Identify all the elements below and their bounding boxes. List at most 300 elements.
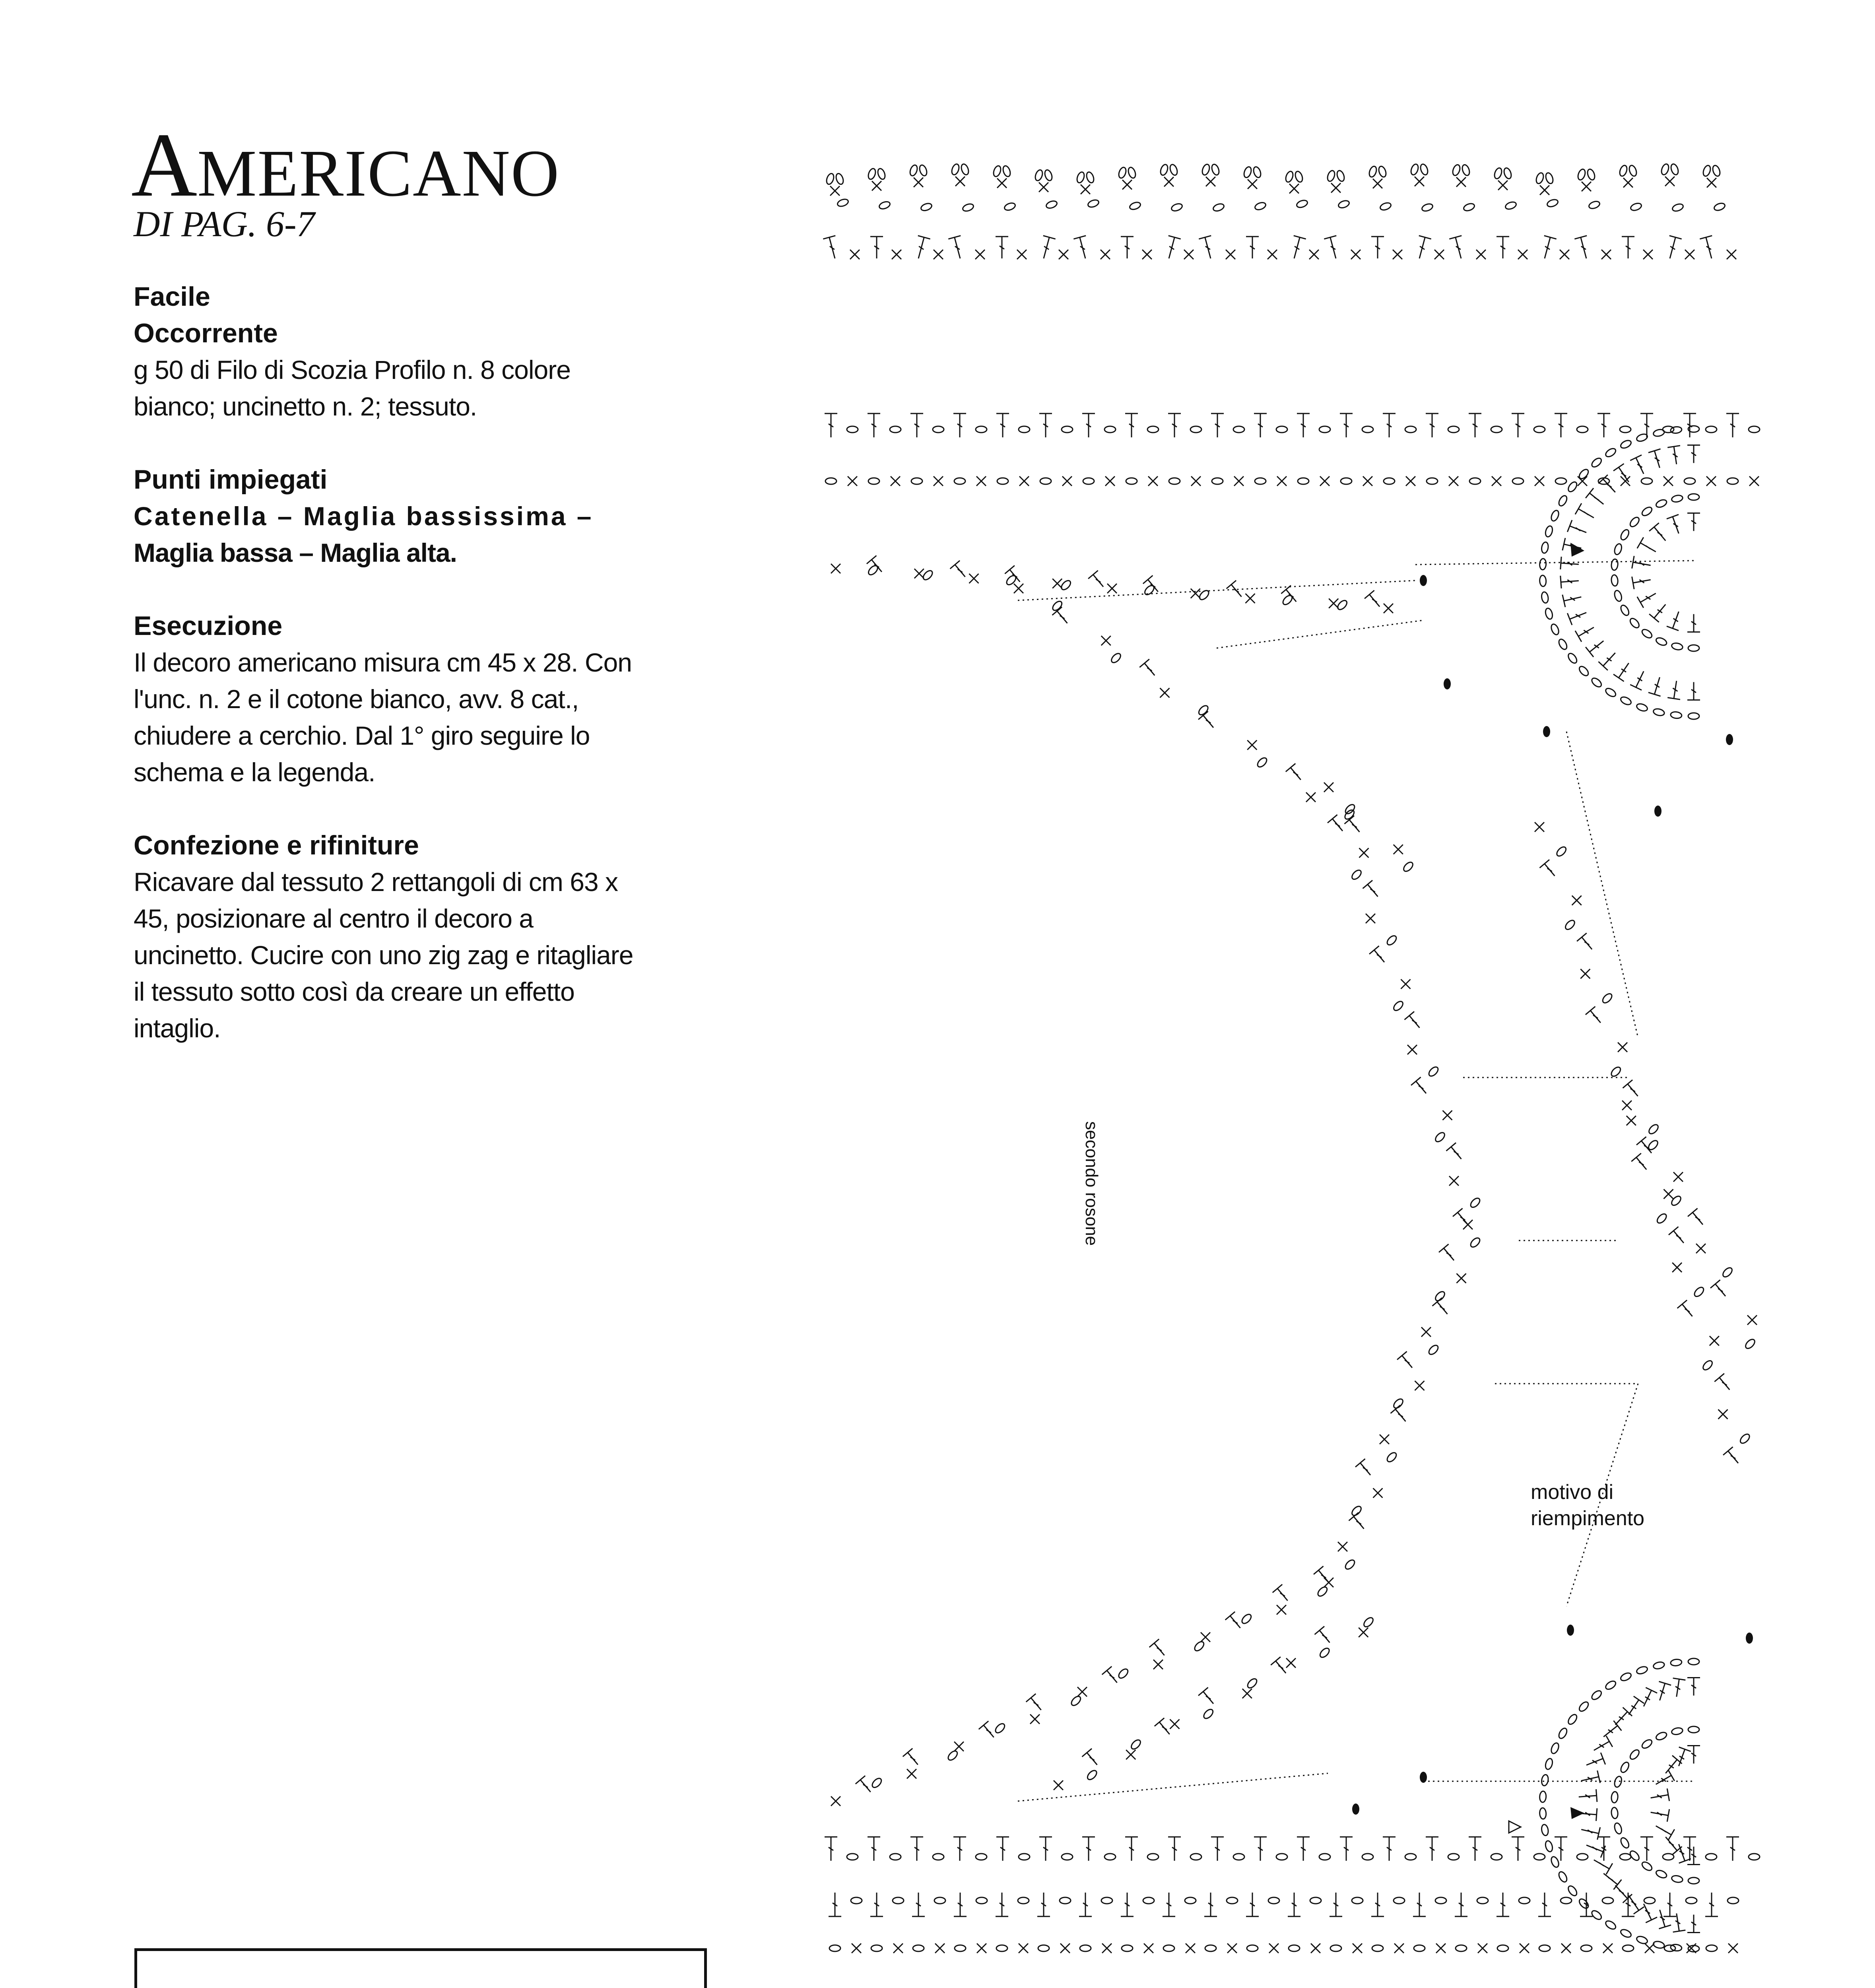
double-crochet-stitch bbox=[1567, 520, 1586, 532]
chain-stitch bbox=[1539, 559, 1547, 570]
chain-stitch bbox=[1636, 1935, 1648, 1945]
chain-stitch bbox=[1243, 166, 1253, 179]
chain-stitch bbox=[1427, 1065, 1440, 1077]
chain-stitch bbox=[1379, 202, 1392, 212]
chain-stitch bbox=[1233, 426, 1244, 433]
double-crochet-stitch bbox=[1597, 414, 1610, 437]
single-crochet-stitch bbox=[1718, 1409, 1728, 1419]
double-crochet-stitch bbox=[1687, 513, 1700, 531]
chain-stitch bbox=[825, 478, 837, 484]
double-crochet-stitch bbox=[1539, 860, 1555, 876]
chain-stitch bbox=[1076, 171, 1086, 184]
double-crochet-stitch bbox=[1586, 1845, 1605, 1858]
joining-line bbox=[1018, 580, 1415, 600]
single-crochet-stitch bbox=[1105, 476, 1115, 486]
single-crochet-stitch bbox=[1415, 1381, 1425, 1390]
chain-stitch bbox=[1434, 1131, 1446, 1143]
chain-stitch bbox=[1211, 163, 1221, 176]
chain-stitch bbox=[933, 1854, 944, 1860]
single-crochet-stitch bbox=[1540, 185, 1549, 195]
chain-stitch bbox=[1060, 1897, 1071, 1904]
double-crochet-stitch bbox=[1082, 1837, 1095, 1861]
single-crochet-stitch bbox=[1582, 182, 1591, 191]
double-crochet-stitch bbox=[910, 1837, 923, 1861]
single-crochet-stitch bbox=[1672, 1263, 1682, 1272]
single-crochet-stitch bbox=[1407, 1045, 1417, 1054]
chain-stitch bbox=[1541, 592, 1549, 604]
single-crochet-stitch bbox=[1359, 848, 1369, 858]
single-crochet-stitch bbox=[1062, 476, 1072, 486]
double-crochet-stitch bbox=[1469, 414, 1481, 437]
double-crochet-stitch bbox=[1082, 1749, 1097, 1765]
chain-stitch bbox=[1448, 426, 1459, 433]
chain-stitch bbox=[1122, 1945, 1133, 1951]
single-crochet-stitch bbox=[1373, 1488, 1383, 1498]
chain-stitch bbox=[1620, 1854, 1631, 1860]
chain-stitch bbox=[1557, 494, 1568, 507]
chain-stitch bbox=[871, 1777, 883, 1789]
double-crochet-stitch bbox=[950, 561, 965, 577]
single-crochet-stitch bbox=[1535, 476, 1544, 486]
label-filler-motif: motivo di riempimento bbox=[1531, 1481, 1645, 1530]
single-crochet-stitch bbox=[1101, 250, 1110, 259]
double-crochet-stitch bbox=[1656, 1770, 1675, 1784]
chain-stitch bbox=[1254, 201, 1267, 211]
chain-stitch bbox=[1671, 1727, 1683, 1735]
chain-stitch bbox=[1469, 1196, 1481, 1209]
single-crochet-stitch bbox=[1421, 1327, 1431, 1337]
double-crochet-stitch bbox=[996, 1837, 1009, 1861]
double-crochet-stitch bbox=[870, 1893, 883, 1916]
double-crochet-stitch bbox=[1198, 711, 1213, 728]
page-title: AMERICANO bbox=[131, 114, 560, 215]
single-crochet-stitch bbox=[1710, 1336, 1719, 1345]
single-crochet-stitch bbox=[1353, 1943, 1362, 1953]
chain-stitch bbox=[1352, 1897, 1363, 1904]
chain-stitch bbox=[1255, 478, 1266, 484]
single-crochet-stitch bbox=[1449, 476, 1458, 486]
section-stitches bbox=[134, 461, 646, 571]
double-crochet-stitch bbox=[1575, 627, 1594, 642]
single-crochet-stitch bbox=[1060, 1943, 1070, 1953]
chain-stitch bbox=[1588, 200, 1601, 210]
single-crochet-stitch bbox=[1247, 740, 1257, 750]
chain-stitch bbox=[1336, 170, 1346, 182]
joining-line bbox=[1217, 620, 1423, 648]
chain-stitch bbox=[1034, 169, 1044, 182]
double-crochet-stitch bbox=[825, 414, 837, 437]
chain-stitch bbox=[1452, 164, 1462, 177]
chain-stitch bbox=[1727, 478, 1738, 484]
chain-stitch bbox=[1619, 528, 1630, 541]
chain-stitch bbox=[1101, 1897, 1112, 1904]
chain-stitch bbox=[1545, 172, 1555, 184]
single-crochet-stitch bbox=[1601, 250, 1611, 259]
chain-stitch bbox=[1534, 426, 1545, 433]
double-crochet-stitch bbox=[1562, 595, 1581, 607]
chain-stitch bbox=[1394, 1897, 1405, 1904]
chain-stitch bbox=[1463, 202, 1475, 212]
single-crochet-stitch bbox=[1394, 845, 1403, 854]
chain-stitch bbox=[1577, 168, 1587, 181]
single-crochet-stitch bbox=[1246, 594, 1255, 603]
single-crochet-stitch bbox=[1643, 250, 1653, 259]
chain-stitch bbox=[1688, 713, 1699, 719]
chain-stitch bbox=[1546, 198, 1559, 208]
chain-stitch bbox=[1544, 525, 1553, 538]
chain-stitch bbox=[1336, 599, 1349, 611]
double-crochet-stitch bbox=[1663, 1893, 1676, 1916]
chain-stitch bbox=[1019, 1854, 1030, 1860]
single-crochet-stitch bbox=[1186, 1943, 1195, 1953]
chain-stitch bbox=[1590, 676, 1603, 688]
chain-stitch bbox=[997, 478, 1008, 484]
chain-stitch bbox=[1378, 165, 1388, 178]
chain-stitch bbox=[1062, 1854, 1073, 1860]
double-crochet-stitch bbox=[1371, 1893, 1384, 1916]
double-crochet-stitch bbox=[1687, 614, 1700, 632]
chain-stitch bbox=[1713, 202, 1726, 212]
chain-stitch bbox=[1655, 1869, 1668, 1879]
single-crochet-stitch bbox=[1449, 1176, 1459, 1186]
double-crochet-stitch bbox=[1544, 236, 1557, 258]
double-crochet-stitch bbox=[1455, 1893, 1467, 1916]
chain-stitch bbox=[1202, 1708, 1215, 1720]
chain-stitch bbox=[1541, 1774, 1549, 1786]
chain-stitch bbox=[1362, 1616, 1374, 1628]
single-crochet-stitch bbox=[976, 476, 986, 486]
chain-stitch bbox=[1544, 1758, 1553, 1770]
double-crochet-stitch bbox=[1687, 682, 1700, 700]
chain-stitch bbox=[1611, 575, 1619, 586]
chain-stitch bbox=[1578, 1701, 1590, 1713]
single-crochet-stitch bbox=[934, 476, 943, 486]
chain-stitch bbox=[1419, 163, 1429, 176]
chain-stitch bbox=[1550, 1856, 1560, 1868]
chain-stitch bbox=[1350, 868, 1363, 881]
double-crochet-stitch bbox=[1294, 236, 1306, 258]
double-crochet-stitch bbox=[1204, 1893, 1217, 1916]
chain-stitch bbox=[1268, 1897, 1279, 1904]
chain-stitch bbox=[1640, 1738, 1653, 1750]
single-crochet-stitch bbox=[1415, 177, 1424, 186]
chain-stitch bbox=[1276, 1854, 1287, 1860]
single-crochet-stitch bbox=[1560, 250, 1569, 259]
double-crochet-stitch bbox=[1168, 1837, 1181, 1861]
single-crochet-stitch bbox=[1498, 181, 1508, 190]
double-crochet-stitch bbox=[1637, 593, 1656, 608]
double-crochet-stitch bbox=[1603, 1721, 1621, 1737]
single-crochet-stitch bbox=[1052, 579, 1062, 588]
single-crochet-stitch bbox=[850, 250, 860, 259]
double-crochet-stitch bbox=[1397, 1351, 1412, 1368]
chain-stitch bbox=[1512, 478, 1524, 484]
chain-stitch bbox=[1671, 203, 1684, 213]
single-crochet-stitch bbox=[997, 179, 1007, 188]
double-crochet-stitch bbox=[1168, 414, 1181, 437]
double-crochet-stitch bbox=[825, 1837, 837, 1861]
chain-stitch bbox=[1555, 845, 1568, 858]
single-crochet-stitch bbox=[1663, 476, 1673, 486]
chain-stitch bbox=[1491, 426, 1502, 433]
double-crochet-stitch bbox=[1411, 1077, 1426, 1093]
double-crochet-stitch bbox=[1413, 1893, 1426, 1916]
double-crochet-stitch bbox=[1271, 1657, 1286, 1673]
single-crochet-stitch bbox=[1306, 792, 1316, 802]
double-crochet-stitch bbox=[1246, 1893, 1259, 1916]
single-crochet-stitch bbox=[1747, 1315, 1757, 1325]
chain-stitch bbox=[1386, 934, 1398, 946]
chain-stitch bbox=[1170, 202, 1183, 212]
chain-stitch bbox=[1557, 1870, 1568, 1883]
chain-stitch bbox=[1613, 1822, 1623, 1835]
chain-stitch bbox=[962, 203, 974, 213]
chain-stitch bbox=[1104, 426, 1116, 433]
double-crochet-stitch bbox=[1254, 414, 1267, 437]
chain-stitch bbox=[1491, 1854, 1502, 1860]
chain-stitch bbox=[1503, 167, 1513, 180]
single-crochet-stitch bbox=[1492, 476, 1501, 486]
double-crochet-stitch bbox=[1363, 880, 1378, 897]
chain-stitch bbox=[1653, 708, 1665, 716]
chain-stitch bbox=[1384, 478, 1395, 484]
single-crochet-stitch bbox=[1436, 1943, 1446, 1953]
double-crochet-stitch bbox=[868, 1837, 880, 1861]
single-crochet-stitch bbox=[1277, 476, 1287, 486]
chain-stitch bbox=[1636, 703, 1648, 712]
chain-stitch bbox=[847, 426, 858, 433]
double-crochet-stitch bbox=[1677, 1300, 1693, 1316]
single-crochet-stitch bbox=[1234, 476, 1244, 486]
single-crochet-stitch bbox=[1160, 688, 1170, 698]
single-crochet-stitch bbox=[1017, 250, 1027, 259]
single-crochet-stitch bbox=[1535, 822, 1544, 832]
chain-stitch bbox=[960, 163, 970, 176]
chain-stitch bbox=[1610, 1066, 1622, 1078]
single-crochet-stitch bbox=[1520, 1943, 1529, 1953]
finishing-text: Ricavare dal tessuto 2 rettangoli di cm 63 x 45, posizionare al centro il decoro a uncinetto. Cucire con uno zig zag e ritagliare il tessuto sotto così da creare un effetto intaglio. bbox=[134, 867, 633, 1043]
chain-stitch bbox=[947, 1749, 959, 1762]
chain-stitch bbox=[829, 1945, 840, 1951]
chain-stitch bbox=[1557, 638, 1568, 650]
single-crochet-stitch bbox=[1019, 476, 1029, 486]
chain-stitch bbox=[1706, 426, 1717, 433]
chain-stitch bbox=[933, 426, 944, 433]
chain-stitch bbox=[1630, 202, 1642, 212]
section-finishing bbox=[134, 827, 646, 1046]
double-crochet-stitch bbox=[1613, 663, 1629, 681]
chain-stitch bbox=[1386, 1451, 1398, 1463]
double-crochet-stitch bbox=[1199, 236, 1211, 258]
finishing-heading: Confezione e rifiniture bbox=[134, 830, 419, 860]
chain-stitch bbox=[1117, 1668, 1130, 1680]
single-crochet-stitch bbox=[954, 1742, 964, 1751]
chain-stitch bbox=[1104, 1854, 1116, 1860]
chain-stitch bbox=[1604, 1679, 1617, 1691]
double-crochet-stitch bbox=[1648, 449, 1661, 468]
chain-stitch bbox=[1044, 169, 1054, 182]
double-crochet-stitch bbox=[1613, 464, 1629, 482]
double-crochet-stitch bbox=[1446, 1143, 1462, 1159]
double-crochet-stitch bbox=[1198, 1687, 1213, 1704]
chain-stitch bbox=[1003, 202, 1016, 212]
chain-stitch bbox=[1205, 1945, 1216, 1951]
double-crochet-stitch bbox=[1659, 1681, 1671, 1701]
double-crochet-stitch bbox=[1371, 237, 1384, 258]
chain-stitch bbox=[1040, 478, 1051, 484]
chain-stitch bbox=[1294, 171, 1304, 183]
single-crochet-stitch bbox=[955, 177, 965, 186]
double-crochet-stitch bbox=[1383, 1837, 1396, 1861]
double-crochet-stitch bbox=[1432, 1298, 1448, 1314]
double-crochet-stitch bbox=[1700, 236, 1712, 258]
single-crochet-stitch bbox=[1081, 184, 1090, 194]
single-crochet-stitch bbox=[969, 574, 979, 583]
section-materials bbox=[134, 278, 646, 425]
chain-stitch bbox=[1744, 1338, 1756, 1350]
chain-stitch bbox=[1619, 1761, 1630, 1774]
single-crochet-stitch bbox=[1126, 1750, 1135, 1759]
single-crochet-stitch bbox=[1248, 179, 1257, 189]
double-crochet-stitch bbox=[868, 414, 880, 437]
double-crochet-stitch bbox=[1594, 1860, 1613, 1874]
materials-heading: Occorrente bbox=[134, 318, 278, 348]
single-crochet-stitch bbox=[1618, 1043, 1627, 1052]
single-crochet-stitch bbox=[1476, 250, 1486, 259]
single-crochet-stitch bbox=[852, 1943, 861, 1953]
chain-stitch bbox=[1038, 1945, 1049, 1951]
double-crochet-stitch bbox=[1211, 414, 1224, 437]
slip-stitch bbox=[1746, 1633, 1753, 1644]
single-crochet-stitch bbox=[1324, 782, 1333, 792]
double-crochet-stitch bbox=[1383, 414, 1396, 437]
double-crochet-stitch bbox=[1580, 1893, 1593, 1916]
single-crochet-stitch bbox=[831, 1796, 840, 1806]
single-crochet-stitch bbox=[1226, 250, 1235, 259]
chain-stitch bbox=[825, 173, 835, 185]
double-crochet-stitch bbox=[1328, 815, 1343, 831]
double-crochet-stitch bbox=[1079, 1893, 1092, 1916]
chain-stitch bbox=[1628, 1748, 1641, 1761]
chain-stitch bbox=[1636, 1665, 1648, 1675]
chain-stitch bbox=[1469, 1236, 1481, 1248]
chain-stitch bbox=[1163, 1945, 1174, 1951]
double-crochet-stitch bbox=[1632, 556, 1651, 569]
chain-stitch bbox=[1727, 1897, 1739, 1904]
chain-stitch bbox=[1550, 623, 1560, 636]
page-subtitle: DI PAG. 6-7 bbox=[134, 204, 315, 244]
chain-stitch bbox=[1566, 652, 1578, 665]
chain-stitch bbox=[1688, 1726, 1699, 1733]
chain-stitch bbox=[1604, 1919, 1617, 1931]
double-crochet-stitch bbox=[953, 1837, 966, 1861]
chain-stitch bbox=[1721, 1266, 1733, 1278]
chain-stitch bbox=[1201, 163, 1211, 176]
double-crochet-stitch bbox=[1286, 763, 1301, 780]
double-crochet-stitch bbox=[1512, 414, 1524, 437]
single-crochet-stitch bbox=[1170, 1719, 1180, 1729]
single-crochet-stitch bbox=[1518, 250, 1528, 259]
double-crochet-stitch bbox=[1073, 236, 1086, 258]
double-crochet-stitch bbox=[1149, 1639, 1165, 1655]
chain-stitch bbox=[1619, 439, 1632, 450]
double-crochet-stitch bbox=[1449, 236, 1462, 258]
chain-stitch bbox=[1519, 1897, 1530, 1904]
double-crochet-stitch bbox=[1659, 1910, 1671, 1929]
double-crochet-stitch bbox=[1687, 1915, 1700, 1933]
chain-stitch bbox=[1628, 1849, 1641, 1862]
chain-stitch bbox=[1602, 1897, 1613, 1904]
single-crochet-stitch bbox=[1309, 250, 1319, 259]
chain-stitch bbox=[1118, 166, 1128, 179]
single-crochet-stitch bbox=[1201, 1633, 1210, 1642]
single-crochet-stitch bbox=[1572, 896, 1582, 905]
chain-stitch bbox=[913, 1945, 924, 1951]
chain-stitch bbox=[1159, 163, 1169, 176]
double-crochet-stitch bbox=[1227, 580, 1242, 597]
difficulty-label: Facile bbox=[134, 282, 210, 312]
double-crochet-stitch bbox=[910, 414, 923, 437]
chain-stitch bbox=[1628, 516, 1641, 528]
chain-stitch bbox=[1169, 478, 1180, 484]
double-crochet-stitch bbox=[1723, 1447, 1738, 1463]
double-crochet-stitch bbox=[1297, 1837, 1310, 1861]
double-crochet-stitch bbox=[1667, 681, 1680, 699]
double-crochet-stitch bbox=[1426, 1837, 1438, 1861]
double-crochet-stitch bbox=[1538, 1893, 1551, 1916]
chain-stitch bbox=[1372, 1945, 1383, 1951]
chain-stitch bbox=[1427, 1343, 1440, 1356]
chain-stitch bbox=[890, 1854, 901, 1860]
single-crochet-stitch bbox=[1206, 177, 1215, 186]
chain-stitch bbox=[871, 1945, 882, 1951]
chain-stitch bbox=[1686, 1897, 1697, 1904]
double-crochet-stitch bbox=[1648, 677, 1661, 696]
chain-stitch bbox=[1212, 202, 1225, 212]
chain-stitch bbox=[1619, 1837, 1630, 1849]
chain-stitch bbox=[1126, 478, 1137, 484]
chain-stitch bbox=[1252, 166, 1262, 179]
double-crochet-stitch bbox=[1667, 446, 1680, 464]
single-crochet-stitch bbox=[872, 181, 881, 190]
double-crochet-stitch bbox=[1355, 1459, 1370, 1475]
chain-stitch bbox=[1368, 165, 1378, 178]
single-crochet-stitch bbox=[1359, 1628, 1368, 1637]
chain-stitch bbox=[1670, 1659, 1682, 1666]
single-crochet-stitch bbox=[1324, 1578, 1333, 1587]
double-crochet-stitch bbox=[1667, 612, 1679, 631]
double-crochet-stitch bbox=[1667, 514, 1679, 534]
single-crochet-stitch bbox=[1685, 250, 1694, 259]
chain-stitch bbox=[1561, 1897, 1572, 1904]
double-crochet-stitch bbox=[1651, 1788, 1669, 1801]
chain-stitch bbox=[1640, 628, 1653, 639]
chain-stitch bbox=[1534, 1854, 1545, 1860]
end-arrow-marker bbox=[1509, 1821, 1521, 1833]
slip-stitch bbox=[1726, 734, 1733, 745]
chain-stitch bbox=[1688, 1877, 1699, 1884]
single-crochet-stitch bbox=[1749, 476, 1759, 486]
chain-stitch bbox=[1233, 1854, 1244, 1860]
single-crochet-stitch bbox=[1054, 1780, 1063, 1790]
chain-stitch bbox=[1670, 711, 1682, 719]
chain-stitch bbox=[1018, 1897, 1029, 1904]
single-crochet-stitch bbox=[1561, 1943, 1571, 1953]
double-crochet-stitch bbox=[996, 237, 1008, 258]
chain-stitch bbox=[1688, 1658, 1699, 1665]
double-crochet-stitch bbox=[1082, 414, 1095, 437]
joining-line bbox=[1415, 561, 1694, 565]
